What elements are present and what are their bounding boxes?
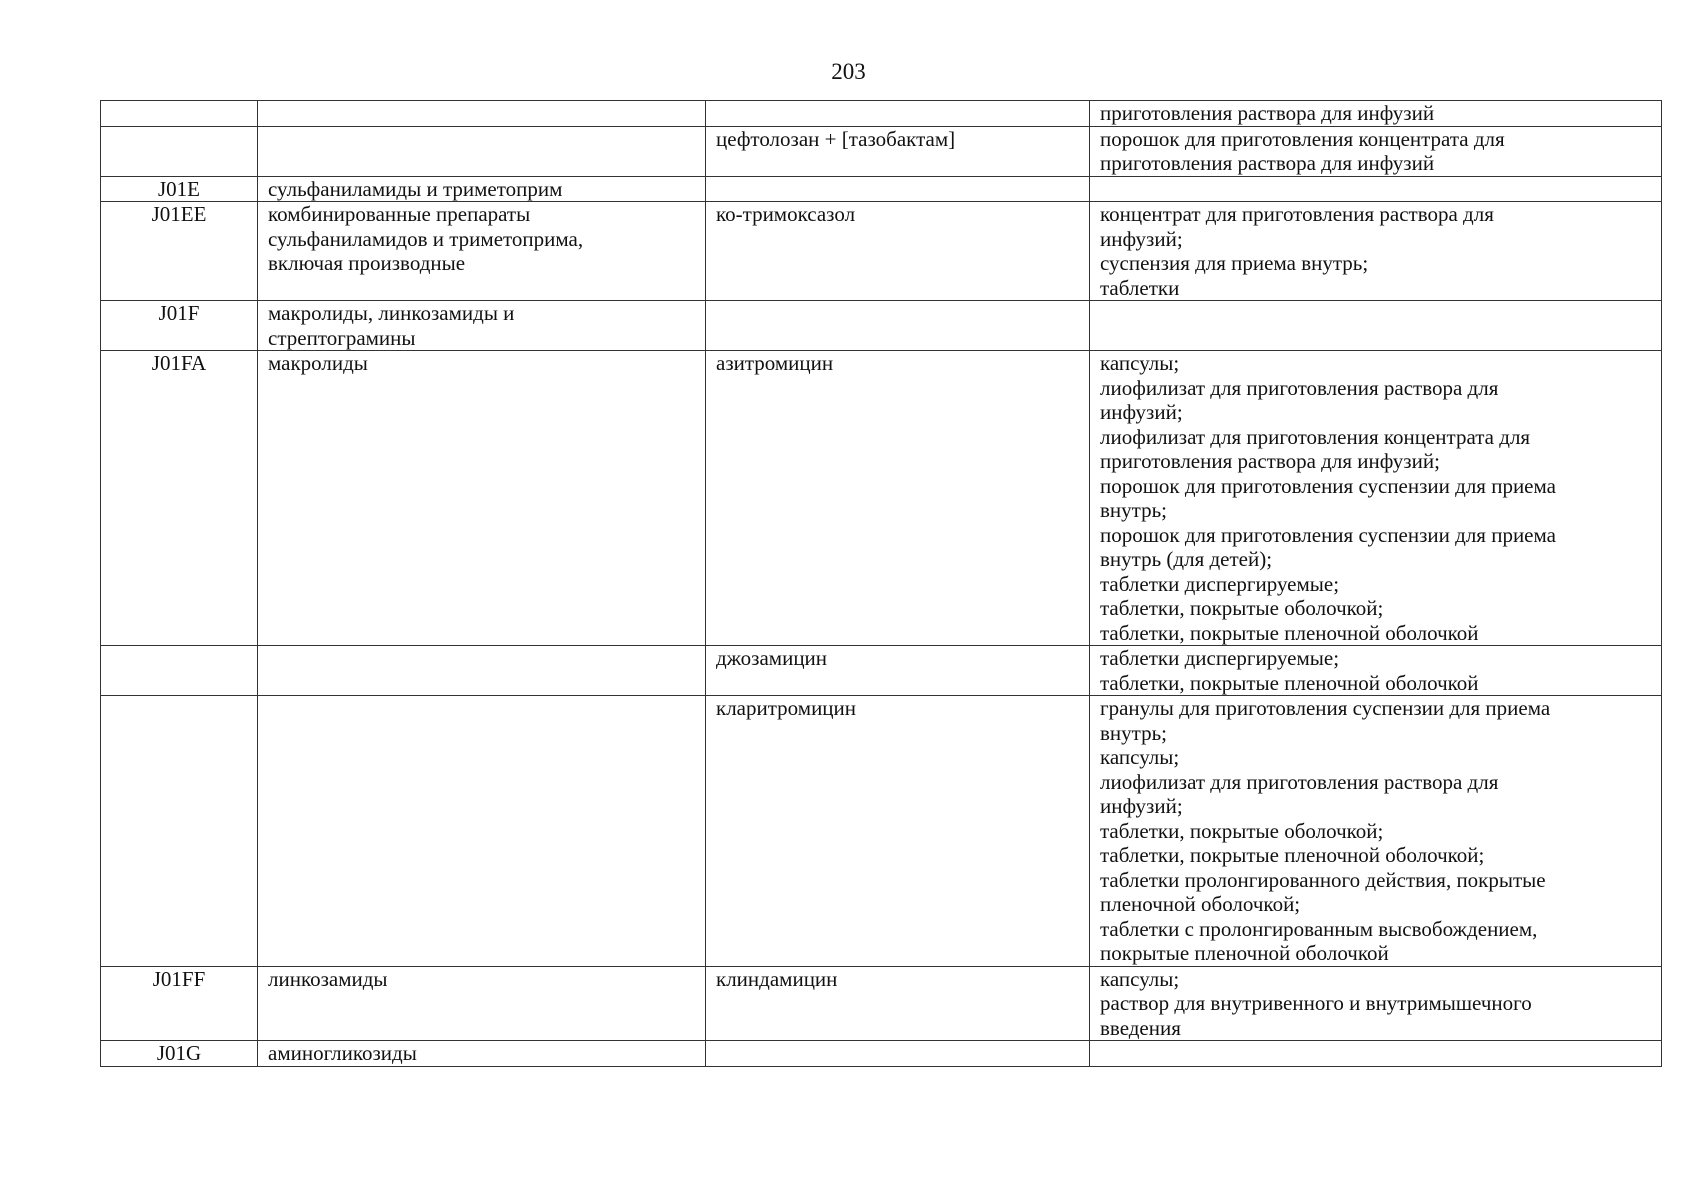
dosage-forms-cell [1090,301,1662,351]
table-row [101,696,1662,967]
cell-text-line: инфузий; [1100,226,1183,251]
atc-code-cell [101,101,258,127]
group-name-cell [258,696,706,967]
atc-code-cell: J01FF [101,966,258,1041]
drug-table [100,100,1662,1067]
dosage-forms-cell [1090,966,1662,1041]
drug-name-cell [706,301,1090,351]
cell-text-line: инфузий; [1100,400,1183,424]
drug-name-cell [706,351,1090,646]
cell-text-line: капсулы; [1100,966,1180,991]
cell-text-line: таблетки с пролонгированным высвобождением, [1100,916,1538,941]
cell-text-line: капсулы; [1100,745,1180,769]
cell-text-line: кларитромицин [716,696,857,720]
table-row [101,351,1662,646]
cell-text-line: лиофилизат для приготовления раствора для [1100,769,1499,794]
drug-name-cell [706,101,1090,127]
cell-text-line: таблетки, покрытые пленочной оболочкой [1100,670,1479,695]
cell-text-line: аминогликозиды [268,1041,417,1065]
cell-text-line: концентрат для приготовления раствора для [1100,202,1494,226]
atc-code-cell: J01E [101,176,258,202]
cell-text-line: пленочной оболочкой; [1100,892,1301,916]
atc-code-cell: J01F [101,301,258,351]
cell-text-line: линкозамиды [268,966,388,991]
group-name-cell [258,202,706,301]
dosage-forms-cell [1090,126,1662,176]
cell-text-line: инфузий; [1100,794,1183,818]
cell-text-line: таблетки, покрытые пленочной оболочкой [1100,620,1479,645]
dosage-forms-cell [1090,176,1662,202]
dosage-forms-cell [1090,646,1662,696]
cell-text-line: покрытые пленочной оболочкой [1100,941,1389,965]
cell-text-line: азитромицин [716,351,834,375]
table-row [101,646,1662,696]
cell-text-line: приготовления раствора для инфузий [1100,101,1435,125]
dosage-forms-cell [1090,202,1662,301]
cell-text-line: порошок для приготовления суспензии для приема [1100,522,1556,547]
atc-code-cell: J01FA [101,351,258,646]
cell-text-line: таблетки, покрытые пленочной оболочкой; [1100,843,1485,867]
group-name-cell [258,646,706,696]
cell-text-line: раствор для внутривенного и внутримышечного [1100,991,1532,1015]
cell-text-line: таблетки диспергируемые; [1100,571,1340,596]
group-name-cell [258,176,706,202]
cell-text-line: цефтолозан + [тазобактам] [716,126,956,151]
cell-text-line: таблетки, покрытые оболочкой; [1100,596,1384,620]
table-row [101,126,1662,176]
atc-code-cell [101,696,258,967]
cell-text-line: порошок для приготовления концентрата для [1100,126,1505,151]
drug-name-cell [706,1041,1090,1067]
cell-text-line: лиофилизат для приготовления концентрата для [1100,424,1531,449]
cell-text-line: внутрь; [1100,498,1167,522]
cell-text-line: гранулы для приготовления суспензии для приема [1100,696,1551,720]
drug-name-cell [706,966,1090,1041]
cell-text-line: джозамицин [716,646,828,670]
cell-text-line: порошок для приготовления суспензии для приема [1100,473,1556,498]
cell-text-line: сульфаниламидов и триметоприма, [268,226,584,251]
cell-text-line: включая производные [268,251,466,275]
table-row [101,966,1662,1041]
dosage-forms-cell [1090,351,1662,646]
atc-code-cell: J01EE [101,202,258,301]
table-row [101,301,1662,351]
cell-text-line: введения [1100,1015,1181,1040]
drug-name-cell [706,126,1090,176]
cell-text-line: ко-тримоксазол [716,202,856,226]
cell-text-line: таблетки [1100,275,1180,300]
cell-text-line: таблетки пролонгированного действия, покрытые [1100,867,1546,892]
group-name-cell [258,1041,706,1067]
cell-text-line: суспензия для приема внутрь; [1100,251,1369,275]
cell-text-line: капсулы; [1100,351,1180,375]
cell-text-line: макролиды [268,351,368,375]
cell-text-line: лиофилизат для приготовления раствора для [1100,375,1499,400]
drug-name-cell [706,202,1090,301]
cell-text-line: таблетки диспергируемые; [1100,646,1340,670]
drug-name-cell [706,176,1090,202]
cell-text-line: сульфаниламиды и триметоприм [268,176,563,201]
table-row [101,176,1662,202]
cell-text-line: макролиды, линкозамиды и [268,301,515,325]
cell-text-line: клиндамицин [716,966,838,991]
atc-code-cell [101,126,258,176]
group-name-cell [258,301,706,351]
cell-text-line: внутрь; [1100,720,1167,745]
cell-text-line: стрептограмины [268,325,416,350]
cell-text-line: таблетки, покрытые оболочкой; [1100,818,1384,843]
dosage-forms-cell [1090,696,1662,967]
group-name-cell [258,126,706,176]
cell-text-line: приготовления раствора для инфузий [1100,151,1435,175]
dosage-forms-cell [1090,1041,1662,1067]
group-name-cell [258,351,706,646]
group-name-cell [258,966,706,1041]
cell-text-line: комбинированные препараты [268,202,531,226]
table-row [101,101,1662,127]
cell-text-line: приготовления раствора для инфузий; [1100,449,1440,473]
table-row [101,202,1662,301]
atc-code-cell: J01G [101,1041,258,1067]
cell-text-line: внутрь (для детей); [1100,547,1273,571]
dosage-forms-cell [1090,101,1662,127]
drug-name-cell [706,696,1090,967]
atc-code-cell [101,646,258,696]
page-number: 203 [831,59,866,84]
group-name-cell [258,101,706,127]
table-row [101,1041,1662,1067]
drug-name-cell [706,646,1090,696]
